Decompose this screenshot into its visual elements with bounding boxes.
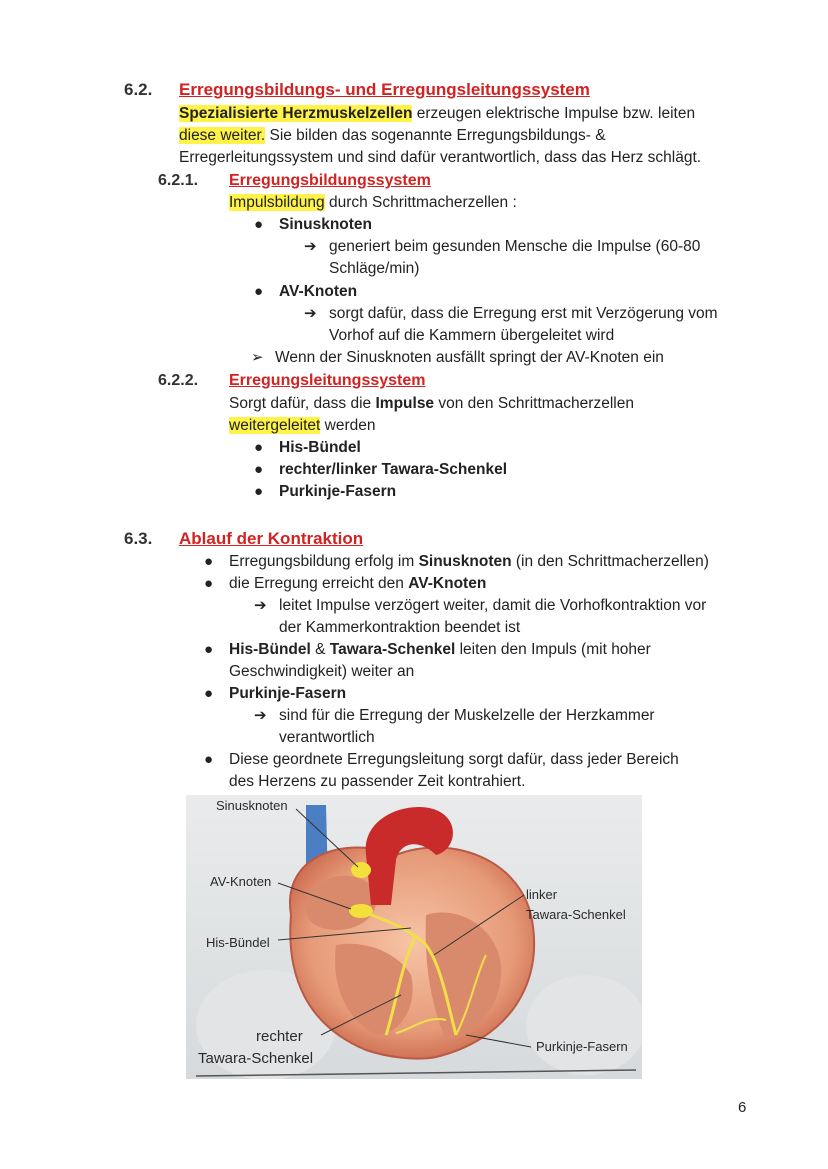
- bold-text: AV-Knoten: [408, 575, 487, 592]
- label-his-buendel: His-Bündel: [206, 935, 270, 950]
- paragraph-line: [179, 125, 606, 147]
- label-sinusknoten: Sinusknoten: [216, 798, 288, 813]
- arrow-icon: ➔: [304, 305, 317, 322]
- list-item: Diese geordnete Erregungsleitung sorgt dafür, dass jeder Bereich: [229, 751, 679, 768]
- highlight-text: diese weiter.: [179, 127, 266, 144]
- bullet-icon: ●: [254, 216, 264, 233]
- label-linker-tawara: Tawara-Schenkel: [526, 907, 626, 922]
- list-item: leitet Impulse verzögert weiter, damit die Vorhofkontraktion vor: [279, 597, 707, 614]
- paragraph-line: [229, 393, 634, 415]
- label-linker: linker: [526, 887, 558, 902]
- bullet-icon: ●: [204, 575, 214, 592]
- bullet-icon: ●: [254, 283, 264, 300]
- label-rechter-tawara: Tawara-Schenkel: [198, 1050, 314, 1067]
- text: Sorgt dafür, dass die: [229, 395, 376, 412]
- text: (in den Schrittmacherzellen): [511, 553, 709, 570]
- paragraph-line: [179, 103, 695, 125]
- sinus-node: [351, 862, 371, 878]
- list-item: verantwortlich: [279, 729, 375, 746]
- bullet-icon: ●: [254, 461, 264, 478]
- bold-text: Sinusknoten: [418, 553, 512, 570]
- list-item: rechter/linker Tawara-Schenkel: [279, 461, 508, 478]
- list-item: [229, 639, 651, 661]
- text: &: [310, 641, 330, 658]
- list-item: Sinusknoten: [279, 216, 373, 233]
- text: werden: [320, 417, 376, 434]
- list-item: generiert beim gesunden Mensche die Impulse (60-80: [329, 238, 701, 255]
- list-item: Wenn der Sinusknoten ausfällt springt der AV-Knoten ein: [275, 349, 664, 366]
- section-number-6-2-1: 6.2.1.: [158, 172, 199, 189]
- text: leiten den Impuls (mit hoher: [455, 641, 651, 658]
- section-title-6-3: Ablauf der Kontraktion: [179, 529, 364, 548]
- list-item: AV-Knoten: [279, 283, 358, 300]
- background-shape: [526, 975, 642, 1075]
- heart-conduction-figure: [186, 795, 642, 1079]
- arrowhead-icon: ➢: [251, 349, 264, 366]
- paragraph-line: [229, 415, 375, 437]
- list-item: der Kammerkontraktion beendet ist: [279, 619, 521, 636]
- highlight-text: weitergeleitet: [229, 417, 321, 434]
- text: von den Schrittmacherzellen: [434, 395, 634, 412]
- list-item: sind für die Erregung der Muskelzelle der Herzkammer: [279, 707, 655, 724]
- list-item: sorgt dafür, dass die Erregung erst mit Verzögerung vom: [329, 305, 718, 322]
- bold-text: His-Bündel: [229, 641, 311, 658]
- list-item: Purkinje-Fasern: [229, 685, 347, 702]
- list-item: Purkinje-Fasern: [279, 483, 397, 500]
- list-item: [229, 551, 709, 573]
- bullet-icon: ●: [204, 751, 214, 768]
- bold-text: Impulse: [375, 395, 435, 412]
- arrow-icon: ➔: [254, 707, 267, 724]
- page-number: 6: [738, 1099, 747, 1116]
- list-item: des Herzens zu passender Zeit kontrahiert.: [229, 773, 526, 790]
- list-item: Geschwindigkeit) weiter an: [229, 663, 415, 680]
- label-av-knoten: AV-Knoten: [210, 874, 272, 889]
- section-title-6-2-1: Erregungsbildungssystem: [229, 172, 431, 189]
- bullet-icon: ●: [204, 641, 214, 658]
- section-title-6-2-2: Erregungsleitungssystem: [229, 372, 426, 389]
- bullet-icon: ●: [254, 439, 264, 456]
- list-item: Schläge/min): [329, 260, 420, 277]
- av-node: [349, 904, 373, 918]
- text: durch Schrittmacherzellen :: [324, 194, 517, 211]
- arrow-icon: ➔: [304, 238, 317, 255]
- highlight-text: Impulsbildung: [229, 194, 325, 211]
- section-title-6-2: Erregungsbildungs- und Erregungsleitungssystem: [179, 80, 590, 99]
- highlight-text: Spezialisierte Herzmuskelzellen: [179, 105, 413, 122]
- label-rechter: rechter: [256, 1028, 303, 1045]
- section-number-6-2: 6.2.: [124, 80, 153, 99]
- paragraph-line: Erregerleitungssystem und sind dafür verantwortlich, dass das Herz schlägt.: [179, 149, 702, 166]
- section-number-6-3: 6.3.: [124, 529, 153, 548]
- bullet-icon: ●: [204, 553, 214, 570]
- text: Erregungsbildung erfolg im: [229, 553, 419, 570]
- paragraph-line: [229, 192, 517, 214]
- section-number-6-2-2: 6.2.2.: [158, 372, 199, 389]
- text: Sie bilden das sogenannte Erregungsbildungs- &: [265, 127, 606, 144]
- list-item: Vorhof auf die Kammern übergeleitet wird: [329, 327, 615, 344]
- bold-text: Tawara-Schenkel: [329, 641, 456, 658]
- list-item: [229, 573, 486, 595]
- bullet-icon: ●: [254, 483, 264, 500]
- text: erzeugen elektrische Impulse bzw. leiten: [412, 105, 696, 122]
- list-item: His-Bündel: [279, 439, 361, 456]
- text: die Erregung erreicht den: [229, 575, 409, 592]
- bullet-icon: ●: [204, 685, 214, 702]
- arrow-icon: ➔: [254, 597, 267, 614]
- label-purkinje: Purkinje-Fasern: [536, 1039, 628, 1054]
